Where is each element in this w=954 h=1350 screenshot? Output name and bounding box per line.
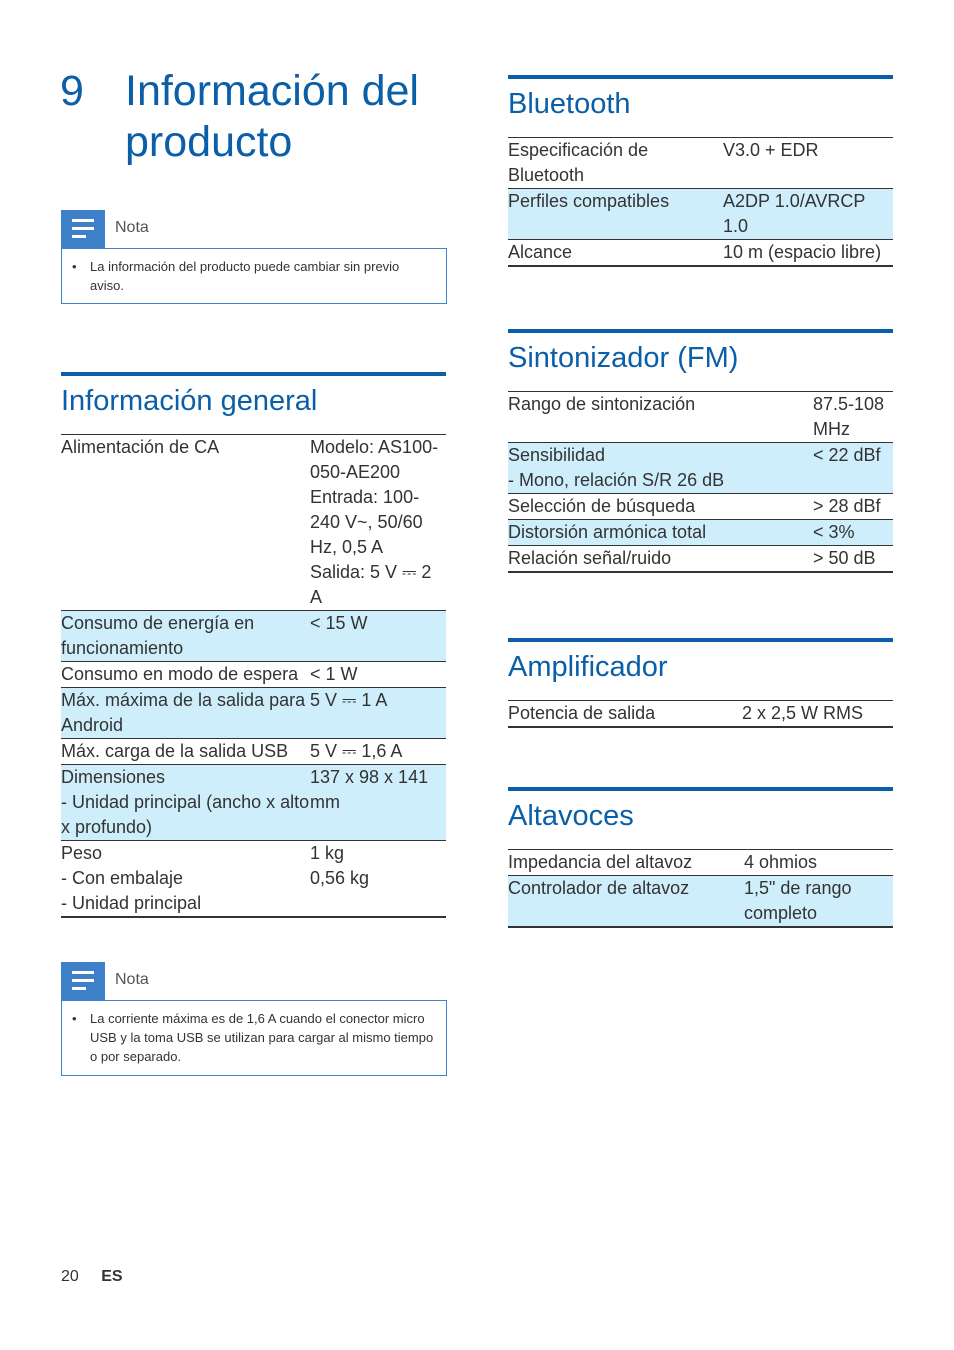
note-box: Nota • La información del producto puede cambiar sin previo aviso. [61,210,447,304]
spec-label: Distorsión armónica total [508,520,813,546]
table-row [508,850,893,876]
spec-label: Máx. máxima de la salida para Android [61,688,310,739]
spec-label: Dimensiones - Unidad principal (ancho x alto x profundo) [61,765,310,841]
table-row [508,876,893,928]
page-number: 20 [61,1268,79,1285]
section-heading: Altavoces [508,800,634,832]
table-row [508,520,893,546]
table-row [508,546,893,573]
table-row [61,841,446,918]
spec-value: > 50 dB [813,546,893,573]
spec-value: 1,5" de rango completo [744,876,893,928]
specs-table [508,137,893,267]
spec-label: Alcance [508,240,723,267]
bluetooth-section [508,75,893,267]
table-row [508,701,893,728]
spec-value: < 1 W [310,662,446,688]
spec-label: Peso - Con embalaje - Unidad principal [61,841,310,918]
general-info-section [61,372,446,918]
spec-value: 137 x 98 x 141 mm [310,765,446,841]
table-row [61,765,446,841]
chapter-number: 9 [60,67,84,115]
spec-label: Impedancia del altavoz [508,850,744,876]
note-text: La información del producto puede cambiar sin previo aviso. [90,259,400,293]
section-heading: Sintonizador (FM) [508,342,739,374]
table-row [61,739,446,765]
section-heading: Amplificador [508,651,668,683]
note-label: Nota [115,219,149,236]
spec-label: Rango de sintonización [508,392,813,443]
table-row [508,240,893,267]
spec-value: 2 x 2,5 W RMS [742,701,893,728]
spec-label: Máx. carga de la salida USB [61,739,310,765]
table-row [508,494,893,520]
table-row [508,443,893,494]
note-label: Nota [115,971,149,988]
spec-value: < 3% [813,520,893,546]
table-row [61,435,446,611]
specs-table [508,849,893,928]
spec-label: Consumo de energía en funcionamiento [61,611,310,662]
spec-label: Alimentación de CA [61,435,310,611]
spec-label: Especificación de Bluetooth [508,138,723,189]
spec-value: A2DP 1.0/AVRCP 1.0 [723,189,893,240]
table-row [61,688,446,739]
section-heading: Información general [61,385,318,417]
chapter-title: Información del producto [125,67,419,166]
table-row [61,662,446,688]
table-row [508,189,893,240]
note-icon [61,962,105,1000]
tuner-section [508,329,893,573]
amplifier-section [508,638,893,728]
note-box-usb: Nota • La corriente máxima es de 1,6 A cuando el conector micro USB y la toma USB se utilizan para cargar al mismo tiempo o por separado. [61,962,447,1076]
specs-table [508,391,893,573]
spec-value: 10 m (espacio libre) [723,240,893,267]
spec-value: 4 ohmios [744,850,893,876]
spec-label: Consumo en modo de espera [61,662,310,688]
specs-table [61,434,446,918]
note-icon [61,210,105,248]
table-row [61,611,446,662]
spec-value: < 15 W [310,611,446,662]
spec-value: V3.0 + EDR [723,138,893,189]
spec-value: Modelo: AS100-050-AE200 Entrada: 100-240 V~, 50/60 Hz, 0,5 A Salida: 5 V ⎓ 2 A [310,435,446,611]
spec-value: < 22 dBf [813,443,893,494]
page-footer [61,1268,123,1286]
specs-table [508,700,893,728]
spec-label: Perfiles compatibles [508,189,723,240]
table-row [508,138,893,189]
spec-value: 5 V ⎓ 1,6 A [310,739,446,765]
spec-label: Potencia de salida [508,701,742,728]
speakers-section [508,787,893,928]
spec-value: 5 V ⎓ 1 A [310,688,446,739]
spec-label: Controlador de altavoz [508,876,744,928]
spec-value: 1 kg 0,56 kg [310,841,446,918]
spec-value: > 28 dBf [813,494,893,520]
language-code: ES [101,1268,123,1285]
section-heading: Bluetooth [508,88,631,120]
spec-label: Relación señal/ruido [508,546,813,573]
note-text: La corriente máxima es de 1,6 A cuando el conector micro USB y la toma USB se utilizan para cargar al mismo tiempo o por separado. [90,1011,434,1064]
spec-label: Sensibilidad - Mono, relación S/R 26 dB [508,443,813,494]
spec-value: 87.5-108 MHz [813,392,893,443]
table-row [508,392,893,443]
spec-label: Selección de búsqueda [508,494,813,520]
